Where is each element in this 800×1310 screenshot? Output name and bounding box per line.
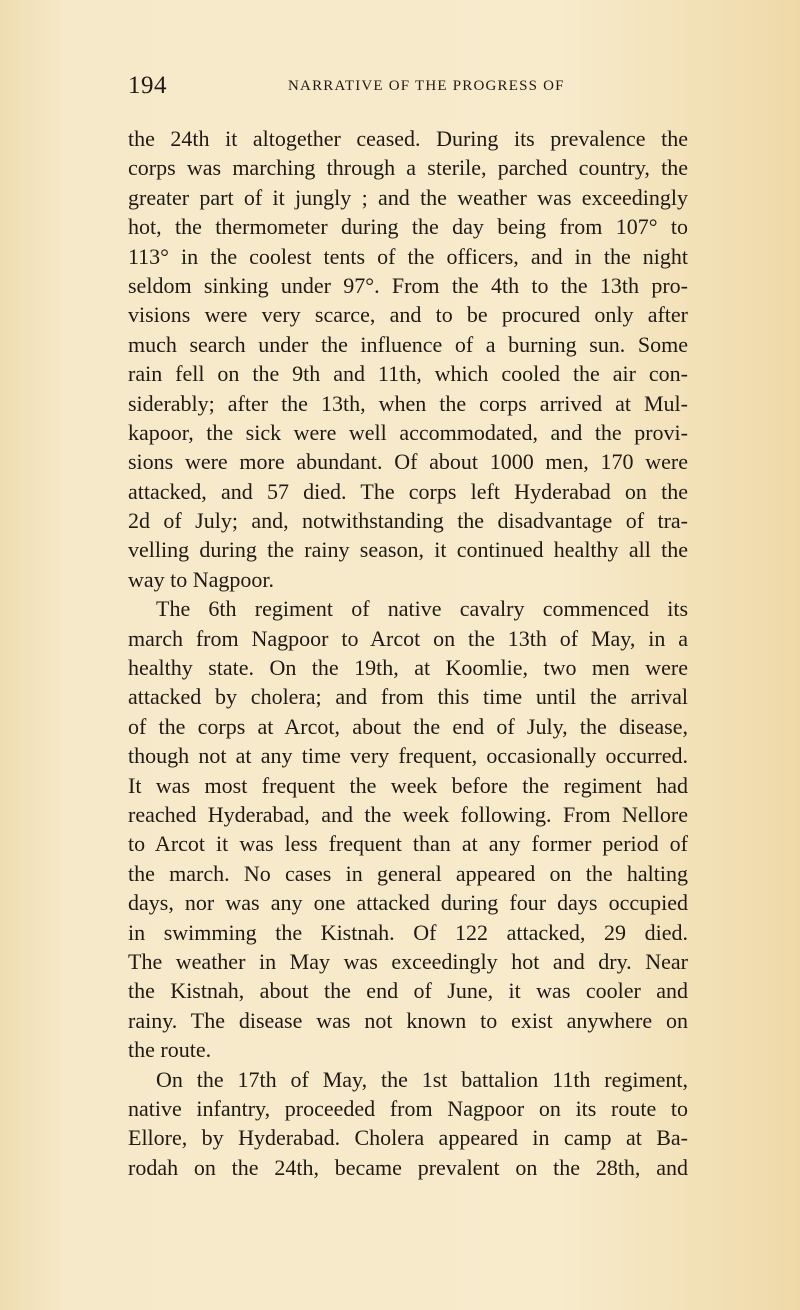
paragraph-start-line: The 6th regiment of native cavalry commenced its	[156, 596, 688, 622]
text-line: corps was marching through a sterile, parched country, the	[128, 155, 688, 181]
text-line: hot, the thermometer during the day being from 107° to	[128, 214, 688, 240]
text-line: of the corps at Arcot, about the end of July, the disease,	[128, 713, 688, 739]
text-line: sions were more abundant. Of about 1000 men, 170 were	[128, 449, 688, 475]
text-line: The weather in May was exceedingly hot and dry. Near	[128, 948, 688, 974]
text-line: rain fell on the 9th and 11th, which cooled the air con-	[128, 361, 688, 387]
text-line: the route.	[128, 1037, 212, 1063]
text-line: attacked by cholera; and from this time until the arrival	[128, 684, 688, 710]
text-line: kapoor, the sick were well accommodated, and the provi-	[128, 419, 688, 445]
text-line: the Kistnah, about the end of June, it was cooler and	[128, 978, 688, 1004]
text-line: healthy state. On the 19th, at Koomlie, two men were	[128, 655, 688, 681]
text-line: Ellore, by Hyderabad. Cholera appeared in camp at Ba-	[128, 1125, 688, 1151]
text-line: siderably; after the 13th, when the corps arrived at Mul-	[128, 390, 688, 416]
text-line: in swimming the Kistnah. Of 122 attacked, 29 died.	[128, 919, 688, 945]
page-number: 194	[128, 72, 167, 99]
text-line: the 24th it altogether ceased. During its prevalence the	[128, 126, 688, 151]
text-line: way to Nagpoor.	[128, 566, 275, 592]
text-line: reached Hyderabad, and the week following. From Nellore	[128, 801, 688, 827]
text-line: velling during the rainy season, it continued healthy all the	[128, 537, 688, 563]
text-line: march from Nagpoor to Arcot on the 13th of May, in a	[128, 625, 688, 651]
paragraph-start-line: On the 17th of May, the 1st battalion 11th regiment,	[156, 1066, 688, 1092]
text-line: seldom sinking under 97°. From the 4th to the 13th pro-	[128, 272, 688, 298]
text-line: to Arcot it was less frequent than at any former period of	[128, 831, 688, 857]
text-line: 113° in the coolest tents of the officers, and in the night	[128, 243, 688, 269]
text-line: rodah on the 24th, became prevalent on the 28th, and	[128, 1154, 688, 1180]
text-line: greater part of it jungly ; and the weather was exceedingly	[128, 184, 688, 210]
running-head	[128, 72, 688, 106]
text-line: the march. No cases in general appeared on the halting	[128, 860, 688, 886]
text-line: days, nor was any one attacked during four days occupied	[128, 890, 688, 916]
text-line: rainy. The disease was not known to exist anywhere on	[128, 1007, 688, 1033]
body-text	[128, 124, 688, 1182]
text-line: visions were very scarce, and to be procured only after	[128, 302, 688, 328]
text-line: much search under the influence of a burning sun. Some	[128, 331, 688, 357]
text-line: native infantry, proceeded from Nagpoor on its route to	[128, 1095, 688, 1121]
text-line: though not at any time very frequent, occasionally occurred.	[128, 743, 688, 769]
text-line: It was most frequent the week before the regiment had	[128, 772, 688, 798]
running-title: NARRATIVE OF THE PROGRESS OF	[288, 78, 565, 94]
text-line: 2d of July; and, notwithstanding the disadvantage of tra-	[128, 508, 688, 534]
text-line: attacked, and 57 died. The corps left Hyderabad on the	[128, 478, 688, 504]
